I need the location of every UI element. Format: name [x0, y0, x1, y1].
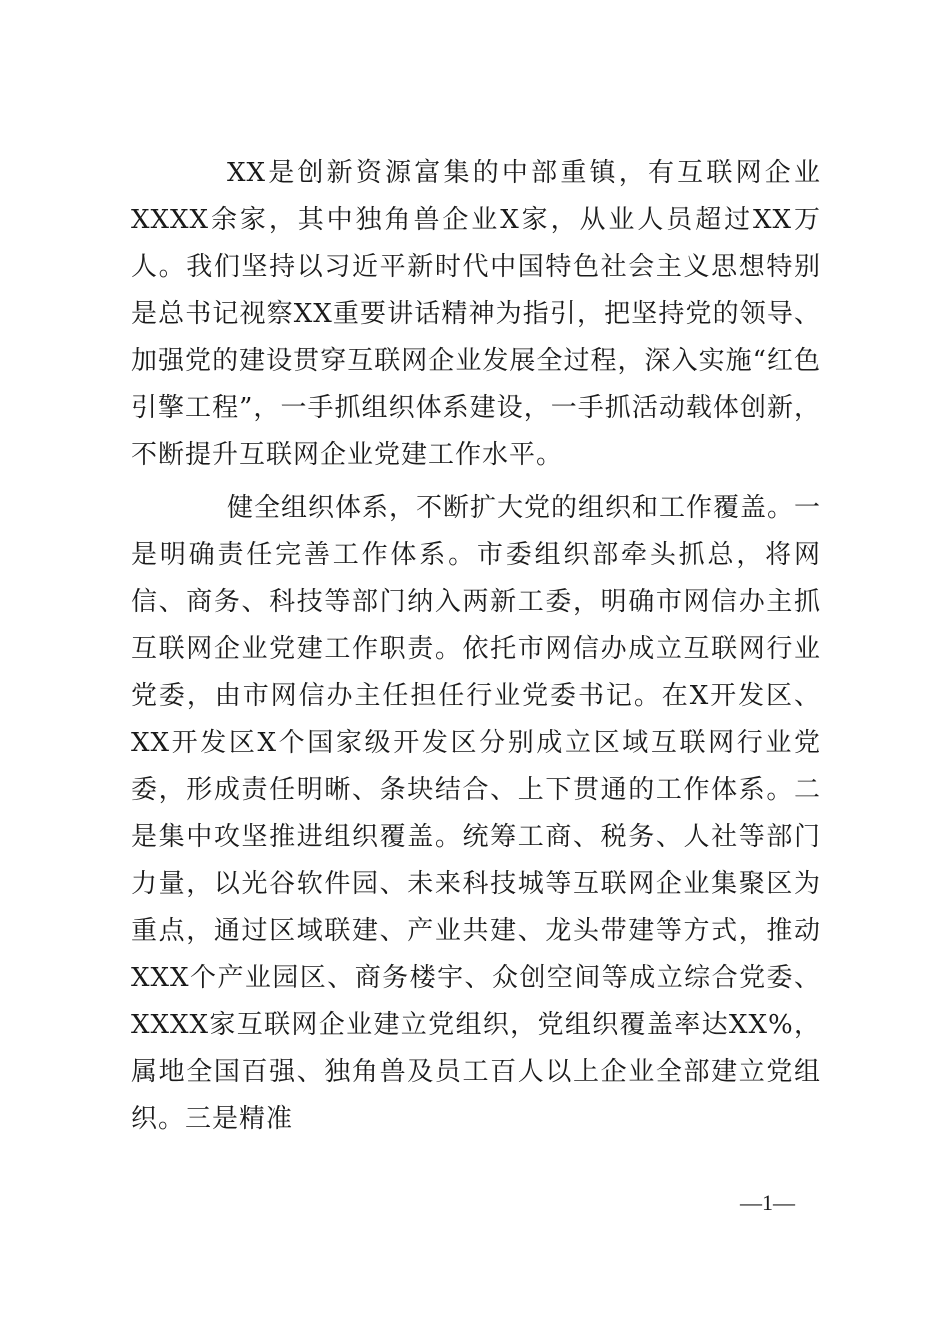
paragraph-intro: XX是创新资源富集的中部重镇，有互联网企业XXXX余家，其中独角兽企业X家，从业人员超过XX万人。我们坚持以习近平新时代中国特色社会主义思想特别是总书记视察XX重要讲话精神为指引，把坚持党的领导、加强党的建设贯穿互联网企业发展全过程，深入实施“红色引擎工程”，一手抓组织体系建设，一手抓活动载体创新，不断提升互联网企业党建工作水平。 — [131, 158, 821, 470]
paragraph-organization-system: 健全组织体系，不断扩大党的组织和工作覆盖。一是明确责任完善工作体系。市委组织部牵头抓总，将网信、商务、科技等部门纳入两新工委，明确市网信办主抓互联网企业党建工作职责。依托市网信办成立互联网行业党委，由市网信办主任担任行业党委书记。在X开发区、XX开发区X个国家级开发区分别成立区域互联网行业党委，形成责任明晰、条块结合、上下贯通的工作体系。二是集中攻坚推进组织覆盖。统筹工商、税务、人社等部门力量，以光谷软件园、未来科技城等互联网企业集聚区为重点，通过区域联建、产业共建、龙头带建等方式，推动XXX个产业园区、商务楼宇、众创空间等成立综合党委、XXXX家互联网企业建立党组织，党组织覆盖率达XX%，属地全国百强、独角兽及员工百人以上企业全部建立党组织。三是精准 — [131, 493, 822, 1134]
page-number: —1— — [740, 1190, 795, 1215]
body-text — [131, 150, 821, 1149]
